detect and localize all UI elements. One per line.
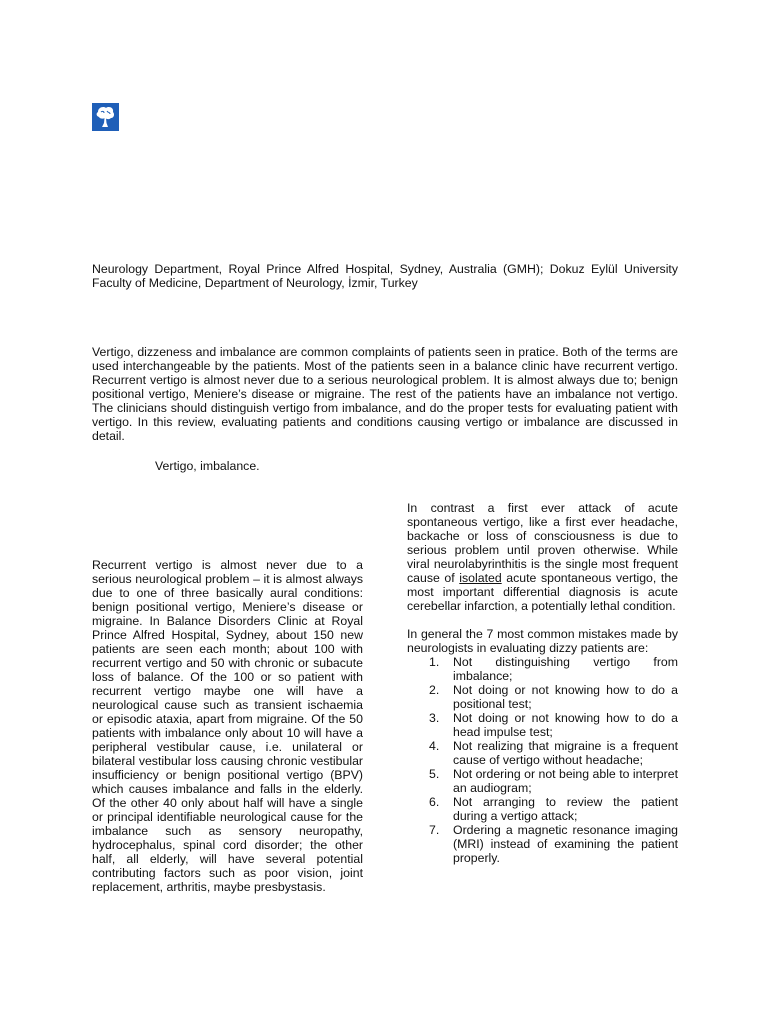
isolated-underlined-word: isolated bbox=[459, 571, 502, 585]
list-item bbox=[407, 767, 678, 795]
list-item-number: 7. bbox=[429, 823, 440, 837]
mistakes-list bbox=[407, 655, 678, 865]
list-item-number: 6. bbox=[429, 795, 440, 809]
list-item bbox=[407, 739, 678, 767]
list-item-number: 4. bbox=[429, 739, 440, 753]
list-item-text: Not doing or not knowing how to do a head impulse test; bbox=[453, 711, 678, 739]
left-column-paragraph: Recurrent vertigo is almost never due to a serious neurological problem – it is almost always due to one of three basically aural conditions: benign positional vertigo, Meniere’s disease or migraine. In Balance Disorders Clinic at Royal Prince Alfred Hospital, Sydney, about 150 new patients are seen each month; about 100 with recurrent vertigo and 50 with chronic or subacute loss of balance. Of the 100 or so patient with recurrent vertigo maybe one will have a neurological cause such as transient ischaemia or episodic ataxia, apart from migraine. Of the 50 patients with imbalance only about 10 will have a peripheral vestibular cause, i.e. unilateral or bilateral vestibular loss causing chronic vestibular insufficiency or benign positional vertigo (BPV) which causes imbalance and falls in the elderly. Of the other 40 only about half will have a single or principal identifiable neurological cause for the imbalance such as sensory neuropathy, hydrocephalus, spinal cord disorder; the other half, all elderly, will have several potential contributing factors such as poor vision, joint replacement, arthritis, maybe presbystasis. bbox=[92, 558, 363, 894]
list-item bbox=[407, 823, 678, 865]
list-item bbox=[407, 711, 678, 739]
brain-logo-icon bbox=[92, 103, 119, 131]
list-item-text: Not realizing that migraine is a frequent cause of vertigo without headache; bbox=[453, 739, 678, 767]
contrast-text-end: acute spontaneous vertigo, the most important differential diagnosis is acute cerebellar infarction, a potentially lethal condition. bbox=[407, 571, 679, 613]
list-item bbox=[407, 795, 678, 823]
list-item bbox=[407, 655, 678, 683]
contrast-paragraph bbox=[407, 501, 678, 613]
paragraph-gap bbox=[407, 613, 678, 627]
list-item-text: Not arranging to review the patient during a vertigo attack; bbox=[453, 795, 678, 823]
author-affiliation: Neurology Department, Royal Prince Alfred Hospital, Sydney, Australia (GMH); Dokuz Eylül University Faculty of Medicine, Department of Neurology, İzmir, Turkey bbox=[92, 262, 678, 290]
list-item-text: Not ordering or not being able to interpret an audiogram; bbox=[453, 767, 678, 795]
list-item-number: 5. bbox=[429, 767, 440, 781]
list-item-number: 2. bbox=[429, 683, 440, 697]
list-item-text: Not distinguishing vertigo from imbalance; bbox=[453, 655, 678, 683]
list-item-number: 3. bbox=[429, 711, 440, 725]
contrast-text-start: In contrast a first ever attack of acute spontaneous vertigo, like a first ever headache, backache or loss of consciousness is due to serious problem until proven otherwise. While viral neurolabyrinthitis is the single most frequent cause of bbox=[407, 501, 678, 585]
keywords: Vertigo, imbalance. bbox=[155, 459, 260, 473]
list-item bbox=[407, 683, 678, 711]
list-item-text: Not doing or not knowing how to do a positional test; bbox=[453, 683, 678, 711]
right-column bbox=[407, 501, 678, 865]
abstract-text: Vertigo, dizzeness and imbalance are common complaints of patients seen in pratice. Both of the terms are used interchangeable by the patients. Most of the patients seen in a balance clinic have recurrent vertigo. Recurrent vertigo is almost never due to a serious neurological problem. It is almost always due to; benign positional vertigo, Meniere’s disease or migraine. The rest of the patients have an imbalance not vertigo. The clinicians should distinguish vertigo from imbalance, and do the proper tests for evaluating patient with vertigo. In this review, evaluating patients and conditions causing vertigo or imbalance are discussed in detail. bbox=[92, 345, 678, 443]
list-item-number: 1. bbox=[429, 655, 440, 669]
mistakes-intro: In general the 7 most common mistakes made by neurologists in evaluating dizzy patients are: bbox=[407, 627, 678, 655]
brain-logo-graphic bbox=[92, 103, 119, 131]
list-item-text: Ordering a magnetic resonance imaging (MRI) instead of examining the patient properly. bbox=[453, 823, 678, 865]
